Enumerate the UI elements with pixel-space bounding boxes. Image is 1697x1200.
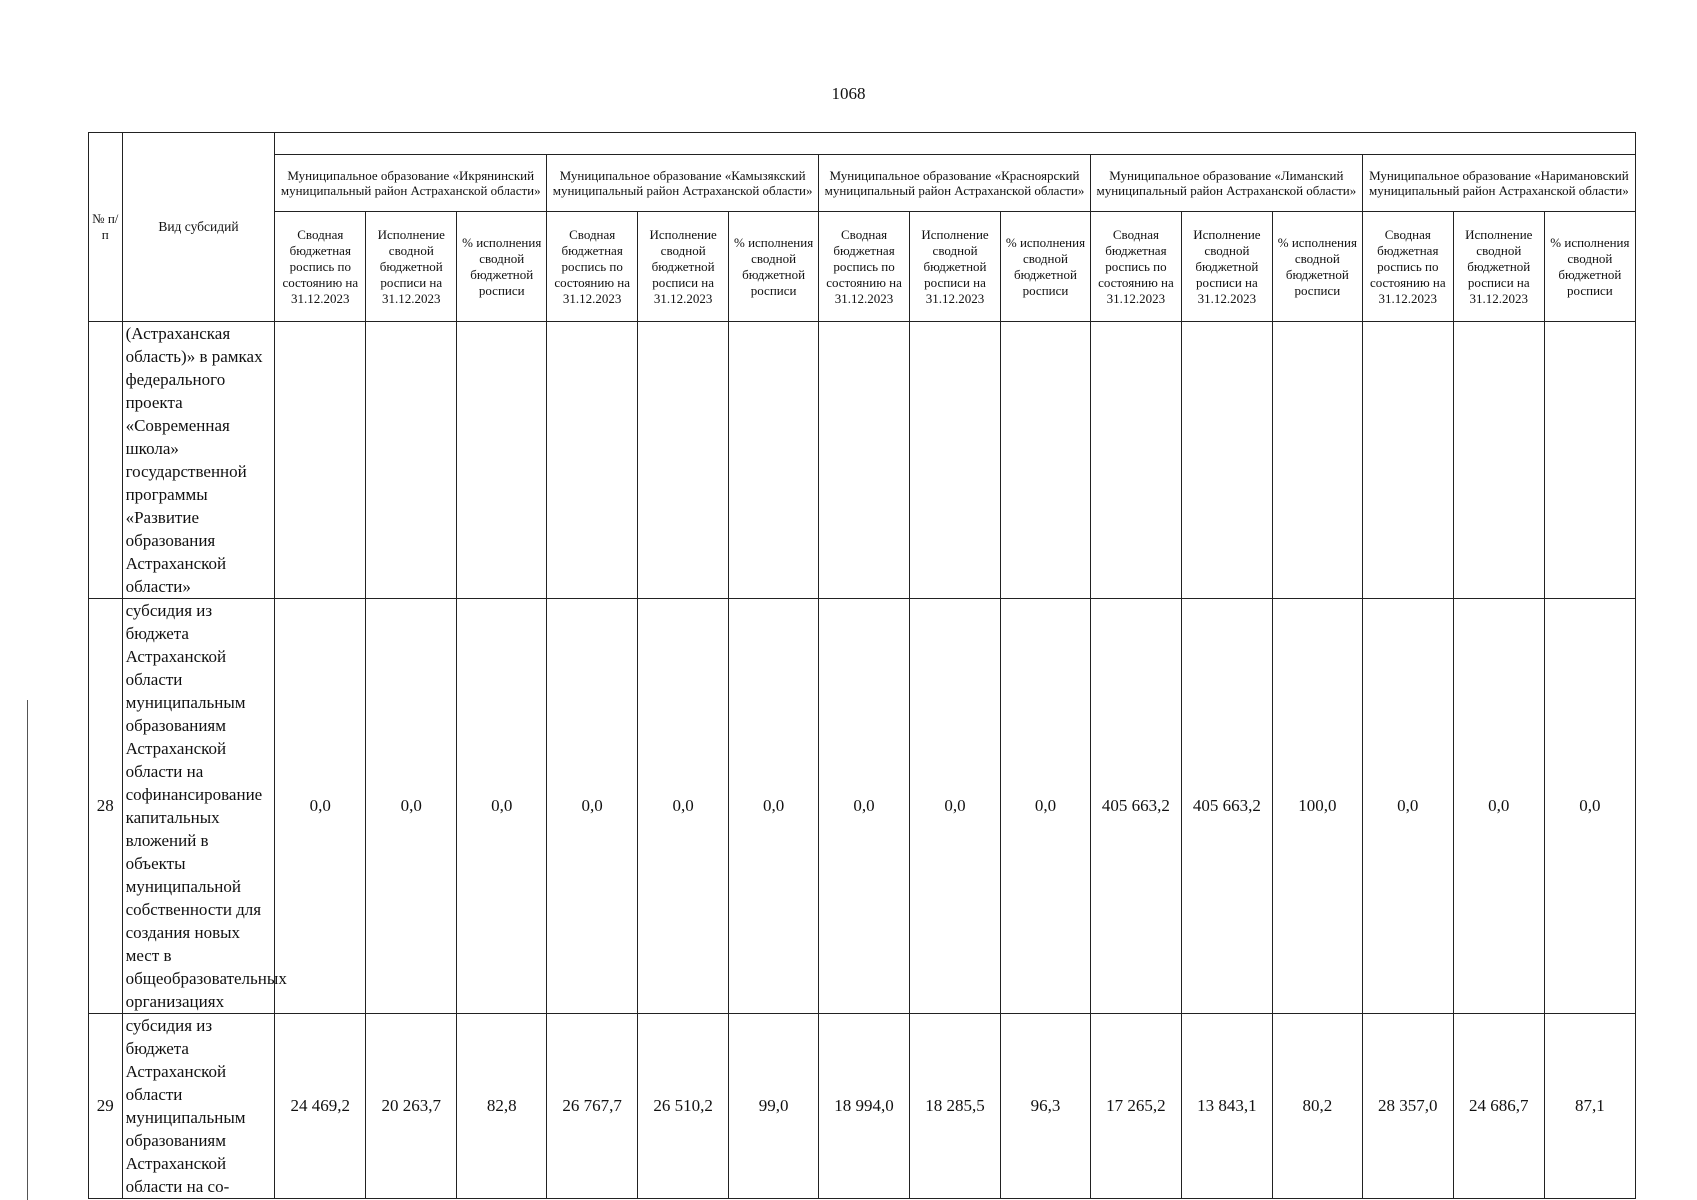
cell-value — [1544, 322, 1635, 599]
cell-value — [275, 322, 366, 599]
cell-value: 13 843,1 — [1181, 1014, 1272, 1199]
header-row-number: № п/п — [89, 133, 123, 322]
cell-value — [638, 322, 729, 599]
cell-value — [1453, 322, 1544, 599]
cell-value: 0,0 — [366, 599, 457, 1014]
cell-value — [366, 322, 457, 599]
cell-value: 20 263,7 — [366, 1014, 457, 1199]
header-percent: % исполнения сводной бюджетной росписи — [1272, 212, 1362, 322]
cell-value: 0,0 — [1362, 599, 1453, 1014]
cell-value: 0,0 — [457, 599, 547, 1014]
margin-line — [27, 700, 28, 1200]
cell-value: 26 510,2 — [638, 1014, 729, 1199]
row-number: 29 — [89, 1014, 123, 1199]
cell-value: 80,2 — [1272, 1014, 1362, 1199]
row-number — [89, 322, 123, 599]
cell-value — [729, 322, 819, 599]
header-execution: Исполнение сводной бюджетной росписи на 31.12.2023 — [1181, 212, 1272, 322]
header-municipality: Муниципальное образование «Камызякский муниципальный район Астраханской области» — [547, 155, 819, 212]
cell-value: 0,0 — [1001, 599, 1091, 1014]
header-percent: % исполнения сводной бюджетной росписи — [457, 212, 547, 322]
cell-value: 18 994,0 — [819, 1014, 910, 1199]
header-plan: Сводная бюджетная роспись по состоянию на 31.12.2023 — [819, 212, 910, 322]
cell-value: 24 469,2 — [275, 1014, 366, 1199]
cell-value: 96,3 — [1001, 1014, 1091, 1199]
cell-value: 28 357,0 — [1362, 1014, 1453, 1199]
header-municipality: Муниципальное образование «Наримановский муниципальный район Астраханской области» — [1362, 155, 1635, 212]
header-execution: Исполнение сводной бюджетной росписи на 31.12.2023 — [1453, 212, 1544, 322]
cell-value: 0,0 — [729, 599, 819, 1014]
header-plan: Сводная бюджетная роспись по состоянию на 31.12.2023 — [1362, 212, 1453, 322]
cell-value — [910, 322, 1001, 599]
row-number: 28 — [89, 599, 123, 1014]
header-percent: % исполнения сводной бюджетной росписи — [1001, 212, 1091, 322]
cell-value: 82,8 — [457, 1014, 547, 1199]
cell-value — [1272, 322, 1362, 599]
cell-value: 100,0 — [1272, 599, 1362, 1014]
cell-value: 0,0 — [910, 599, 1001, 1014]
cell-value: 99,0 — [729, 1014, 819, 1199]
cell-value: 405 663,2 — [1090, 599, 1181, 1014]
header-execution: Исполнение сводной бюджетной росписи на 31.12.2023 — [638, 212, 729, 322]
row-description: субсидия из бюджета Астраханской области муниципальным образованиям Астраханской области на софинансирование капитальных вложений в объекты муниципальной собственности для создания новых мест в общеобразовательных организациях — [122, 599, 275, 1014]
header-subsidy-type: Вид субсидий — [122, 133, 275, 322]
header-plan: Сводная бюджетная роспись по состоянию на 31.12.2023 — [275, 212, 366, 322]
header-execution: Исполнение сводной бюджетной росписи на 31.12.2023 — [910, 212, 1001, 322]
cell-value — [1362, 322, 1453, 599]
cell-value: 0,0 — [1453, 599, 1544, 1014]
cell-value: 17 265,2 — [1090, 1014, 1181, 1199]
cell-value: 87,1 — [1544, 1014, 1635, 1199]
header-percent: % исполнения сводной бюджетной росписи — [1544, 212, 1635, 322]
row-description: субсидия из бюджета Астраханской области муниципальным образованиям Астраханской области на со- — [122, 1014, 275, 1199]
cell-value: 405 663,2 — [1181, 599, 1272, 1014]
cell-value — [457, 322, 547, 599]
cell-value — [547, 322, 638, 599]
cell-value — [1001, 322, 1091, 599]
cell-value: 18 285,5 — [910, 1014, 1001, 1199]
header-municipality: Муниципальное образование «Икрянинский муниципальный район Астраханской области» — [275, 155, 547, 212]
cell-value: 0,0 — [275, 599, 366, 1014]
header-municipality: Муниципальное образование «Красноярский муниципальный район Астраханской области» — [819, 155, 1091, 212]
table-row — [89, 1014, 1636, 1199]
row-description: (Астраханская область)» в рамках федерального проекта «Современная школа» государственной программы «Развитие образования Астраханской области» — [122, 322, 275, 599]
header-municipality: Муниципальное образование «Лиманский муниципальный район Астраханской области» — [1090, 155, 1362, 212]
header-blank — [275, 133, 1636, 155]
cell-value — [1090, 322, 1181, 599]
cell-value: 0,0 — [819, 599, 910, 1014]
cell-value: 0,0 — [547, 599, 638, 1014]
cell-value: 0,0 — [1544, 599, 1635, 1014]
cell-value — [1181, 322, 1272, 599]
table-row — [89, 599, 1636, 1014]
table-row — [89, 322, 1636, 599]
header-percent: % исполнения сводной бюджетной росписи — [729, 212, 819, 322]
budget-table — [88, 132, 1636, 1199]
cell-value — [819, 322, 910, 599]
header-execution: Исполнение сводной бюджетной росписи на 31.12.2023 — [366, 212, 457, 322]
cell-value: 0,0 — [638, 599, 729, 1014]
page-number: 1068 — [831, 84, 866, 103]
header-plan: Сводная бюджетная роспись по состоянию на 31.12.2023 — [547, 212, 638, 322]
cell-value: 24 686,7 — [1453, 1014, 1544, 1199]
cell-value: 26 767,7 — [547, 1014, 638, 1199]
header-plan: Сводная бюджетная роспись по состоянию на 31.12.2023 — [1090, 212, 1181, 322]
